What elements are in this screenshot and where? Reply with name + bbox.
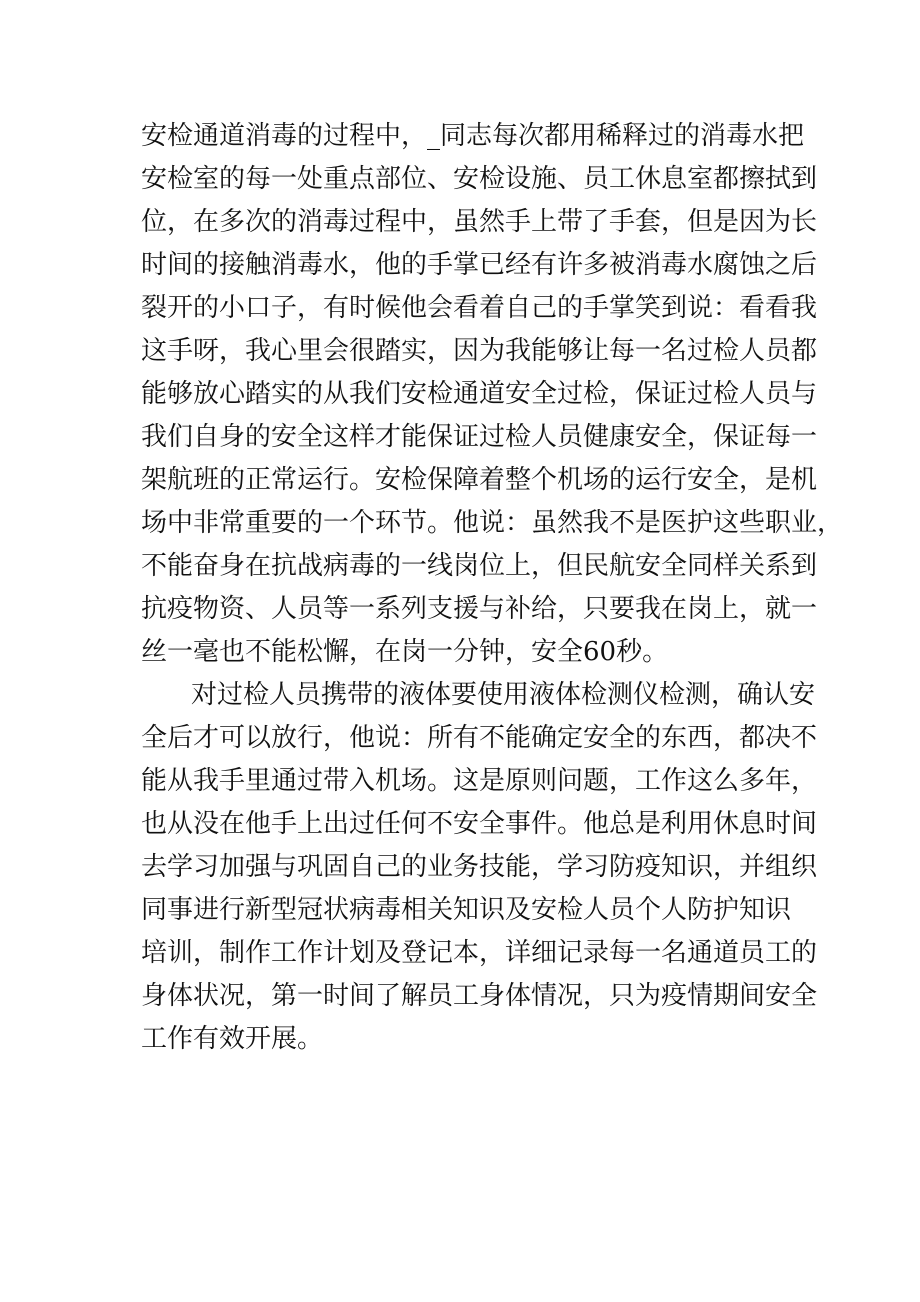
text-line: 丝一毫也不能松懈，在岗一分钟，安全60秒。 [141,637,669,667]
text-line: 不能奋身在抗战病毒的一线岗位上，但民航安全同样关系到 [141,551,818,581]
text-line: 时间的接触消毒水，他的手掌已经有许多被消毒水腐蚀之后 [141,250,818,280]
text-line: 安检通道消毒的过程中，_同志每次都用稀释过的消毒水把 [141,121,805,151]
text-line: 这手呀，我心里会很踏实，因为我能够让每一名过检人员都 [141,336,818,366]
text-line: 能从我手里通过带入机场。这是原则问题，工作这么多年， [141,766,818,796]
text-line: 能够放心踏实的从我们安检通道安全过检，保证过检人员与 [141,379,818,409]
text-line: 培训，制作工作计划及登记本，详细记录每一名通道员工的 [141,938,818,968]
text-line: 去学习加强与巩固自己的业务技能，学习防疫知识，并组织 [141,852,818,882]
text-line: 也从没在他手上出过任何不安全事件。他总是利用休息时间 [141,809,818,839]
text-line: 场中非常重要的一个环节。他说：虽然我不是医护这些职业， [141,508,844,538]
text-line: 位，在多次的消毒过程中，虽然手上带了手套，但是因为长 [141,207,818,237]
text-line: 工作有效开展。 [141,1024,324,1054]
text-line: 全后才可以放行，他说：所有不能确定安全的东西，都决不 [141,723,818,753]
text-line: 安检室的每一处重点部位、安检设施、员工休息室都擦拭到 [141,164,818,194]
text-line: 对过检人员携带的液体要使用液体检测仪检测，确认安 [191,680,816,710]
text-line: 我们自身的安全这样才能保证过检人员健康安全，保证每一 [141,422,818,452]
text-line: 抗疫物资、人员等一系列支援与补给，只要我在岗上，就一 [141,594,818,624]
text-line: 架航班的正常运行。安检保障着整个机场的运行安全，是机 [141,465,818,495]
text-line: 同事进行新型冠状病毒相关知识及安检人员个人防护知识 [141,895,792,925]
text-line: 身体状况，第一时间了解员工身体情况，只为疫情期间安全 [141,981,818,1011]
text-line: 裂开的小口子，有时候他会看着自己的手掌笑到说：看看我 [141,293,818,323]
